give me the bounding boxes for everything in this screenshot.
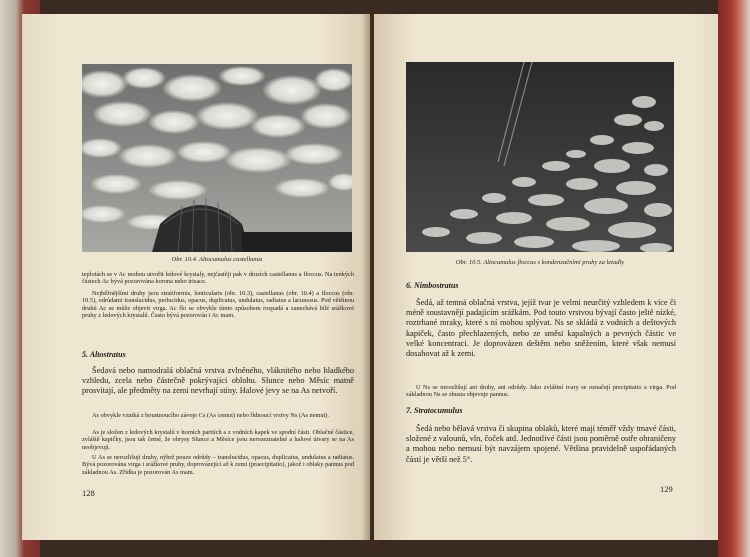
figure-caption-10-5: Obr. 10.5. Altocumulus floccus s kondenzačními pruhy za letadly [455, 259, 625, 266]
altostratus-note-3 [82, 454, 354, 484]
nimbostratus-note-text: U Ns se nerozlišují ani druhy, ani odrůdy. Jako zvláštní tvary se označují precipitatio a virga. Pod základnou Ns se zhusta objevuje pannus. [406, 384, 676, 399]
altocumulus-castellanus-photo [82, 64, 352, 252]
altocumulus-floccus-photo [406, 62, 674, 252]
left-page [22, 14, 370, 540]
altostratus-note-2 [82, 429, 354, 451]
intro-paragraph-2 [82, 290, 354, 340]
altostratus-paragraph-text: Šedavá nebo namodralá oblačná vrstva zvlněného, vláknitého nebo hladkého vzhledu, zcela nebo částečně pokrývající oblohu. Slunce nebo Měsíc matně prosvítají, ale předměty na zemi nevrhají stíny. Halové jevy se na As netvoří. [82, 366, 354, 396]
section-heading-altostratus: 5. Altostratus [82, 350, 126, 359]
altostratus-paragraph [82, 366, 354, 408]
nimbostratus-paragraph [406, 298, 676, 380]
figure-caption-10-4: Obr. 10.4. Altocumulus castellanus [171, 256, 263, 263]
altostratus-note-1 [82, 412, 354, 427]
section-heading-nimbostratus: 6. Nimbostratus [406, 281, 459, 290]
intro-paragraph-1: teplotách se v Ac mohou utvořit ledové krystaly, nejčastěji pak v druzích castellanus a floccus. Na tenkých částech Ac bývá pozorována korona nebo irisace. [82, 271, 354, 286]
altostratus-note-3-text: U As se nerozlišují druhy, nýbrž pouze odrůdy – translucidus, opacus, duplicatus, undulatus a radiatus. Bývá pozorována virga i srážkové pruhy, doprovázející až k zemi (praecipitatio), jakož i oblaky pannus pod základnou As. Zřídka je pozorován As mam. [82, 454, 354, 476]
book-cover-right-edge [718, 0, 750, 557]
intro-paragraph-2-text: Nejběžnějšími druhy jsou stratiformis, lenticularis (obr. 10.3), castellanus (obr. 10.4) a floccus (obr. 10.5), odrůdami translucidus, perlucidus, opacus, duplicatus, undulatus, radiatus a lacunosus. Pod většinou druhů Ac se může objevit virga. Ac flo se obvykle tímto způsobem rozpadá a zanechává bílé srážkové pruhy z ledových krystalů. Často bývá pozorován i Ac mam. [82, 290, 354, 319]
stratocumulus-paragraph-text: Šedá nebo bělavá vrstva či skupina oblaků, které mají téměř vždy tmavé části, složené z valounů, vln, čoček atd. Jednotlivé části jsou poměrně ostře ohraničeny a mohou nebo nemusí být navzájem spojené. Většina pravidelně uspořádaných částí je větší než 5°. [406, 424, 676, 464]
page-number-right: 129 [660, 484, 673, 494]
section-heading-stratocumulus: 7. Stratocumulus [406, 406, 463, 415]
nimbostratus-note [406, 384, 676, 400]
nimbostratus-paragraph-text: Šedá, až temná oblačná vrstva, jejíž tvar je velmi neurčitý vzhledem k více či méně soustavnějí padajícím srážkám. Pod touto vrstvou bývají často ještě nízké, roztrhané mraky, které s ní mohou splývat. Ns se skládá z vodních a deštových kapiček, často přechlazených, nebo ze směsi kapalných a pevných částic ve velké koncentraci. Je doprovázen deštěm nebo sněžením, které však nemusí dosahovat až k zemi. [406, 298, 676, 359]
page-number-left: 128 [82, 488, 95, 498]
right-page [374, 14, 718, 540]
altostratus-note-2-text: As je složen z ledových krystalů v horních partiích a z vodních kapek ve spodní části. Oblačné částice, zvláště kapičky, jsou tak četné, že obrysy Slunce a Měsíce jsou nerozeznatelné a halové útvary se na As neobjevují. [82, 429, 354, 451]
altostratus-note-1-text: As obvykle vzniká z houstnoucího závoje Cs (As cemut) nebo řídnoucí vrstvy Ns (As nemut). [92, 412, 329, 419]
stratocumulus-paragraph [406, 424, 676, 478]
